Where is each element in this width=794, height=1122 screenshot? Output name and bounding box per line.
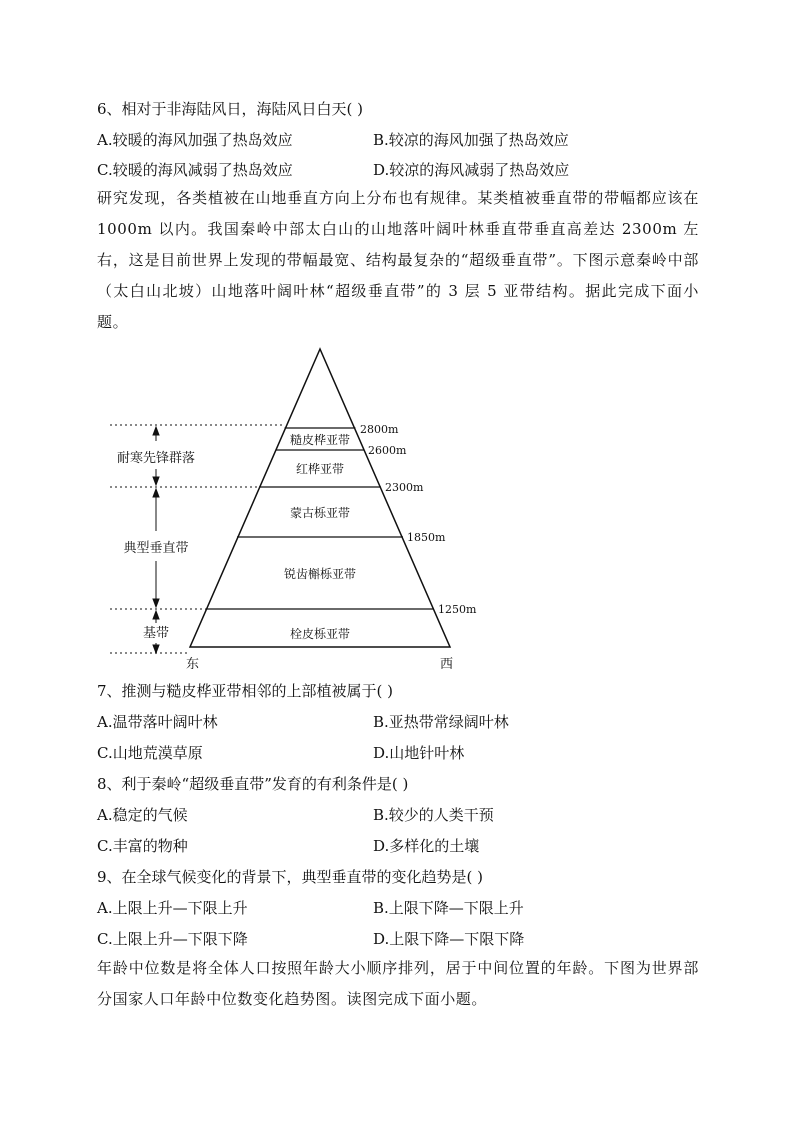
direction-east-label: 东 — [186, 657, 200, 672]
zone-label-3: 蒙古栎亚带 — [289, 506, 351, 520]
elevation-label-2300: 2300m — [385, 481, 424, 494]
question-8-option-b: B.较少的人类干预 — [373, 806, 494, 824]
elevation-label-1250: 1250m — [438, 603, 477, 616]
question-7-option-d: D.山地针叶林 — [373, 744, 465, 762]
question-9-option-b: B.上限下降—下限上升 — [373, 899, 524, 917]
question-6-stem: 6、相对于非海陆风日，海陆风日白天( ) — [97, 100, 364, 118]
mountain-triangle — [190, 349, 450, 647]
question-9-option-c: C.上限上升—下限下降 — [97, 930, 248, 948]
question-6-option-c: C.较暖的海风减弱了热岛效应 — [97, 161, 293, 179]
material-paragraph-2: 年龄中位数是将全体人口按照年龄大小顺序排列，居于中间位置的年龄。下图为世界部分国家人口年龄中位数变化趋势图。读图完成下面小题。 — [97, 959, 699, 1008]
vertical-zone-diagram — [110, 345, 510, 675]
question-8-stem: 8、利于秦岭“超级垂直带”发育的有利条件是( ) — [97, 775, 409, 793]
material-paragraph-1: 研究发现，各类植被在山地垂直方向上分布也有规律。某类植被垂直带的带幅都应该在 1000m 以内。我国秦岭中部太白山的山地落叶阔叶林垂直带垂直高差达 2300m 左右，这是目前世界上发现的带幅最宽、结构最复杂的“超级垂直带”。下图示意秦岭中部（太白山北坡）山地落叶阔叶林“超级垂直带”的 3 层 5 亚带结构。据此完成下面小题。 — [97, 189, 699, 331]
question-9-option-a: A.上限上升—下限上升 — [97, 899, 248, 917]
question-8-option-d: D.多样化的土壤 — [373, 837, 480, 855]
layer-label-typical: 典型垂直带 — [123, 541, 189, 556]
vertical-zone-svg — [110, 345, 510, 675]
elevation-label-2600: 2600m — [368, 444, 407, 457]
question-9-stem: 9、在全球气候变化的背景下，典型垂直带的变化趋势是( ) — [97, 868, 484, 886]
zone-label-2: 红桦亚带 — [295, 462, 345, 476]
layer-label-base: 基带 — [142, 626, 170, 641]
elevation-label-1850: 1850m — [407, 531, 446, 544]
zone-label-5: 栓皮栎亚带 — [289, 627, 351, 641]
question-8-option-c: C.丰富的物种 — [97, 837, 188, 855]
layer-label-cold-pioneer: 耐寒先锋群落 — [116, 451, 196, 466]
question-8-option-a: A.稳定的气候 — [97, 806, 188, 824]
question-7-stem: 7、推测与糙皮桦亚带相邻的上部植被属于( ) — [97, 682, 394, 700]
question-7-option-b: B.亚热带常绿阔叶林 — [373, 713, 509, 731]
question-6-option-a: A.较暖的海风加强了热岛效应 — [97, 131, 293, 149]
question-7-option-a: A.温带落叶阔叶林 — [97, 713, 218, 731]
zone-label-4: 锐齿槲栎亚带 — [283, 567, 357, 581]
question-9-option-d: D.上限下降—下限下降 — [373, 930, 525, 948]
question-6-option-d: D.较凉的海风减弱了热岛效应 — [373, 161, 570, 179]
elevation-label-2800: 2800m — [360, 423, 399, 436]
question-7-option-c: C.山地荒漠草原 — [97, 744, 203, 762]
direction-west-label: 西 — [440, 657, 454, 672]
zone-label-1: 糙皮桦亚带 — [289, 433, 351, 447]
question-6-option-b: B.较凉的海风加强了热岛效应 — [373, 131, 569, 149]
